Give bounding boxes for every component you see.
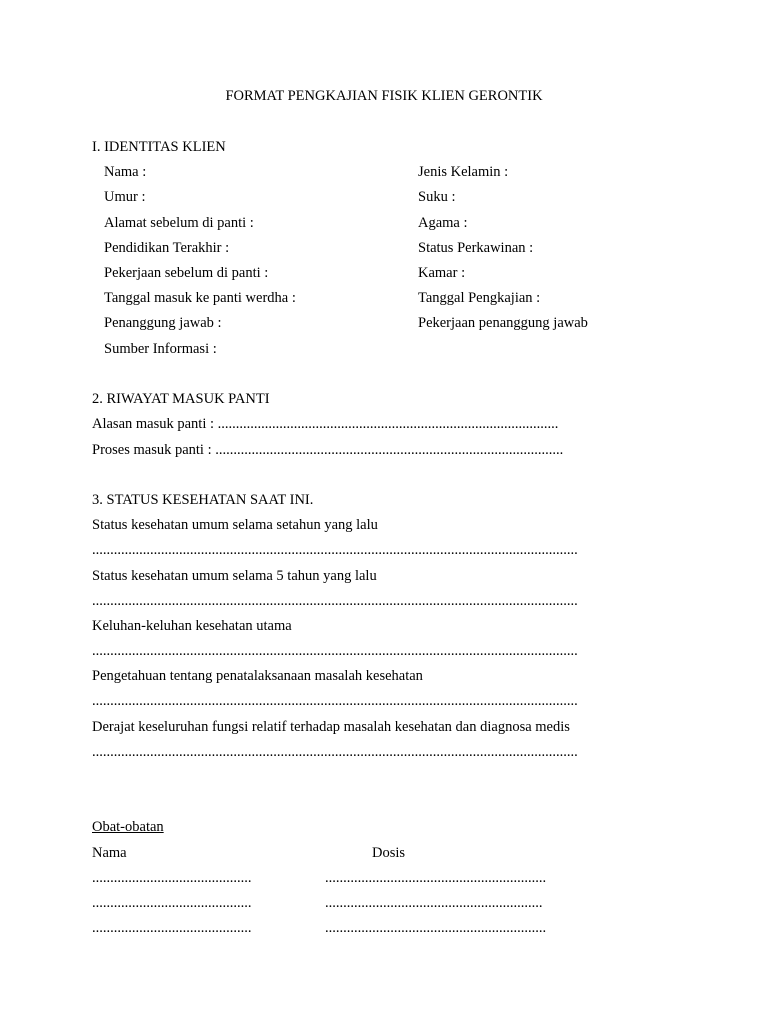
obat-row-nama: ............................................ [92, 895, 252, 911]
obat-row-dosis: ............................................................ [325, 895, 543, 911]
field-pendidikan: Pendidikan Terakhir : [104, 240, 230, 256]
obat-row-dosis: ............................................................. [325, 920, 547, 936]
obat-row-nama: ............................................ [92, 920, 252, 936]
field-proses-masuk: Proses masuk panti : ................................................................................................ [92, 442, 564, 458]
field-agama: Agama : [418, 215, 468, 231]
field-pekerjaan-penanggung: Pekerjaan penanggung jawab [418, 315, 588, 331]
field-tanggal-pengkajian: Tanggal Pengkajian : [418, 290, 541, 306]
obat-heading: Obat-obatan [92, 819, 164, 835]
section-identitas-heading: I. IDENTITAS KLIEN [92, 139, 226, 155]
status-item-dots: ...................................................................................................................................... [92, 693, 578, 709]
status-item-label: Pengetahuan tentang penatalaksanaan masalah kesehatan [92, 668, 423, 684]
field-suku: Suku : [418, 189, 456, 205]
status-item-label: Status kesehatan umum selama setahun yang lalu [92, 517, 378, 533]
status-item-dots: ...................................................................................................................................... [92, 643, 578, 659]
field-nama: Nama : [104, 164, 147, 180]
obat-col-nama: Nama [92, 845, 127, 861]
status-item-label: Derajat keseluruhan fungsi relatif terhadap masalah kesehatan dan diagnosa medis [92, 719, 570, 735]
section-status-heading: 3. STATUS KESEHATAN SAAT INI. [92, 492, 314, 508]
section-riwayat-heading: 2. RIWAYAT MASUK PANTI [92, 391, 270, 407]
field-umur: Umur : [104, 189, 146, 205]
field-sumber-informasi: Sumber Informasi : [104, 341, 217, 357]
field-jenis-kelamin: Jenis Kelamin : [418, 164, 509, 180]
obat-row-nama: ............................................ [92, 870, 252, 886]
field-status-perkawinan: Status Perkawinan : [418, 240, 534, 256]
status-item-label: Status kesehatan umum selama 5 tahun yang lalu [92, 568, 377, 584]
field-alamat: Alamat sebelum di panti : [104, 215, 254, 231]
status-item-dots: ...................................................................................................................................... [92, 593, 578, 609]
obat-col-dosis: Dosis [372, 845, 406, 861]
status-item-dots: ...................................................................................................................................... [92, 542, 578, 558]
status-item-dots: ...................................................................................................................................... [92, 744, 578, 760]
status-item-label: Keluhan-keluhan kesehatan utama [92, 618, 292, 634]
field-pekerjaan: Pekerjaan sebelum di panti : [104, 265, 269, 281]
field-kamar: Kamar : [418, 265, 466, 281]
obat-row-dosis: ............................................................. [325, 870, 547, 886]
document-title: FORMAT PENGKAJIAN FISIK KLIEN GERONTIK [225, 88, 543, 104]
field-alasan-masuk: Alasan masuk panti : .............................................................................................. [92, 416, 559, 432]
field-penanggung-jawab: Penanggung jawab : [104, 315, 222, 331]
field-tanggal-masuk: Tanggal masuk ke panti werdha : [104, 290, 296, 306]
